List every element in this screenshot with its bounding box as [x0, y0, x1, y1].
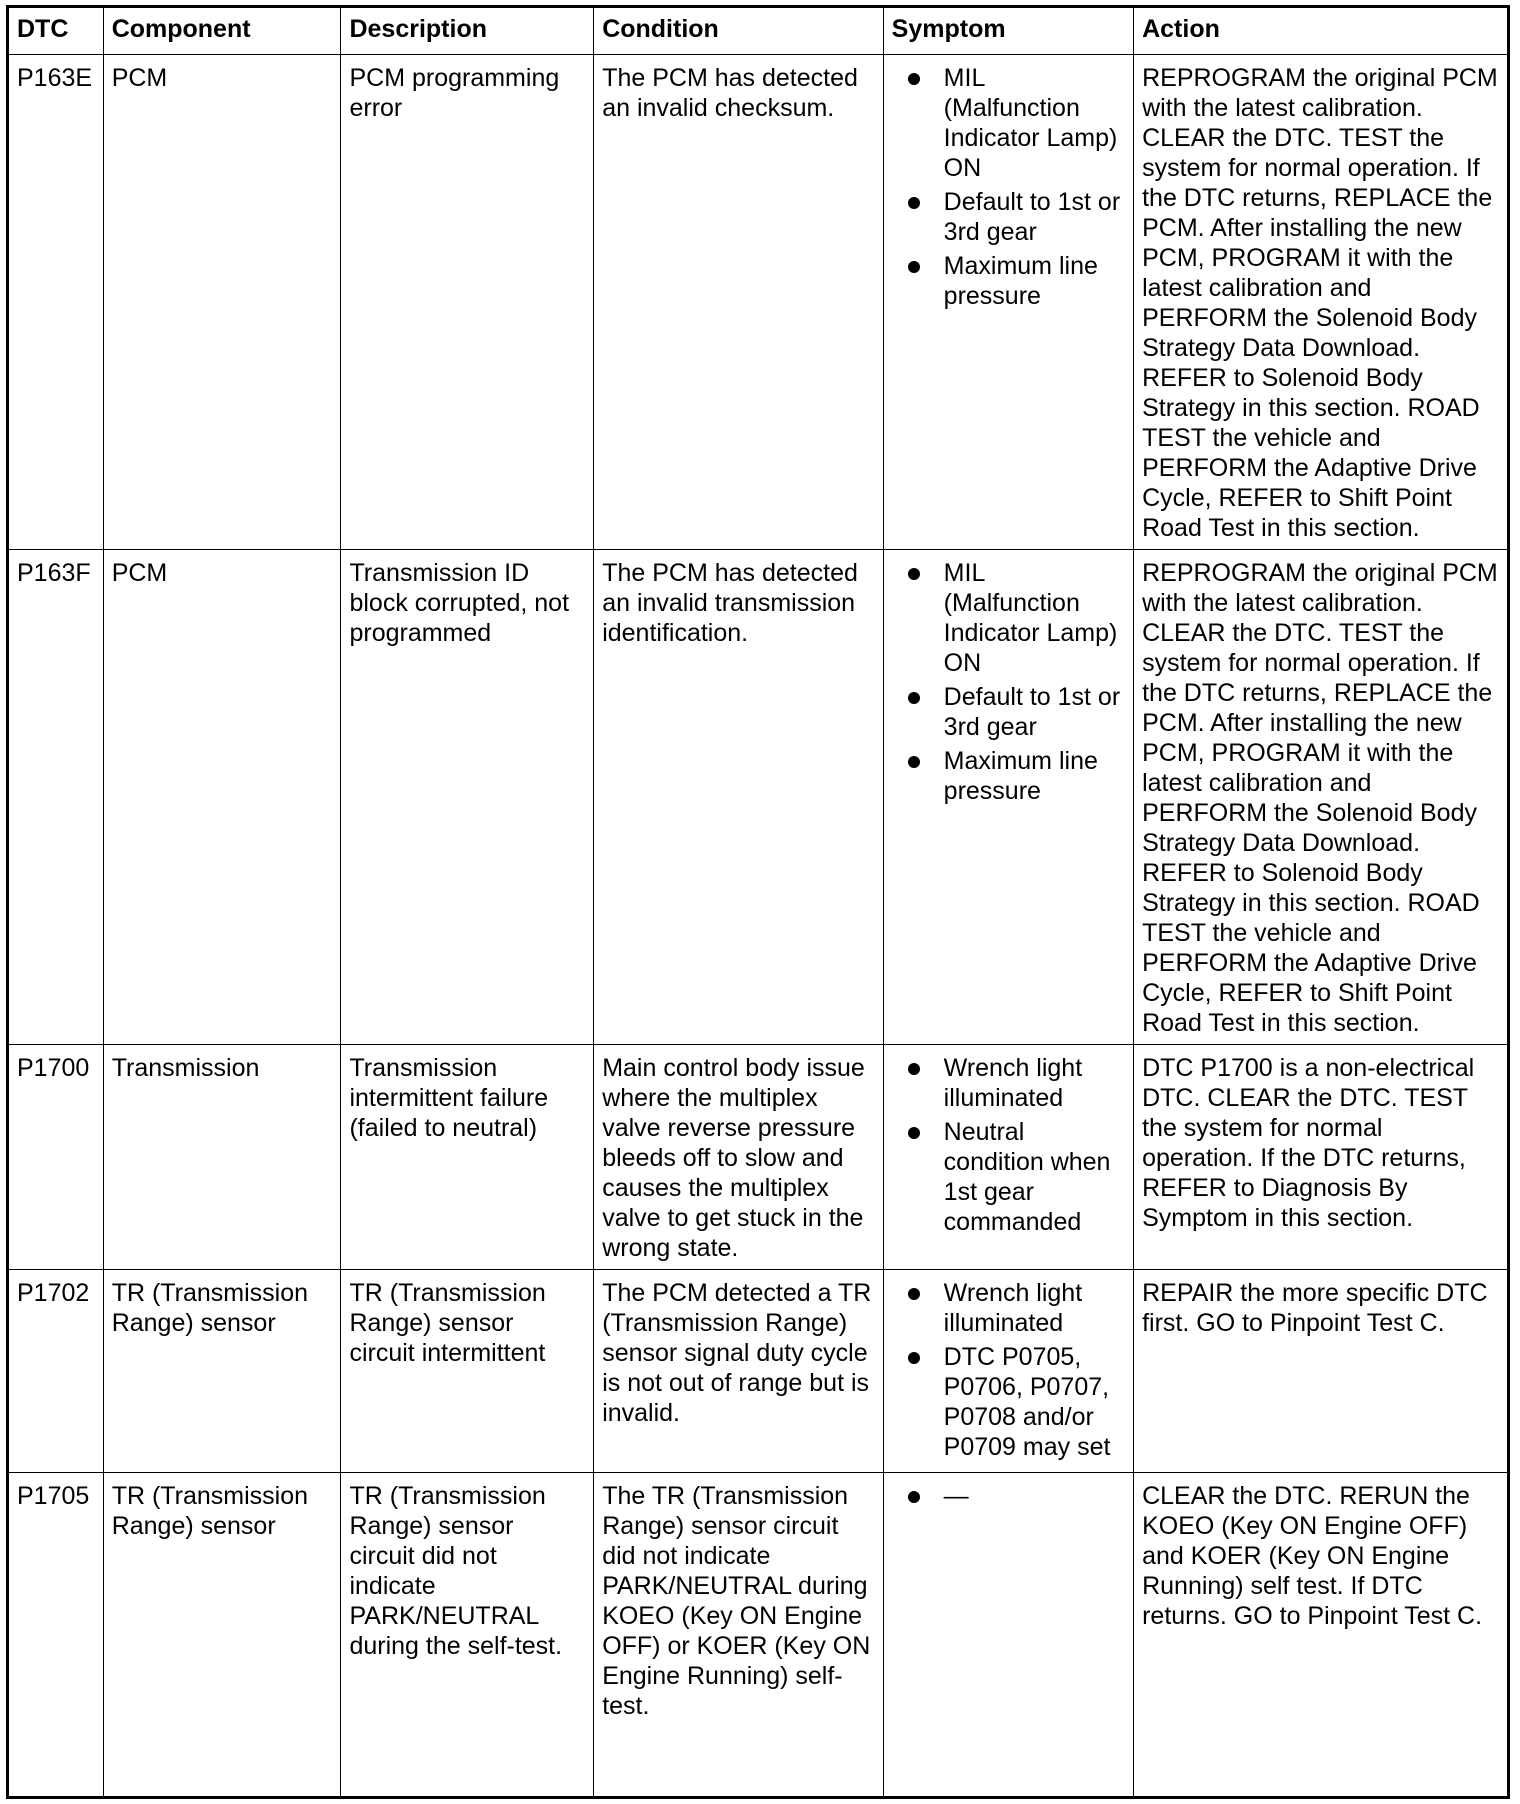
bullet-icon	[908, 1288, 920, 1300]
bullet-icon	[908, 197, 920, 209]
cell-component: PCM	[103, 55, 341, 550]
bullet-icon	[908, 1491, 920, 1503]
symptom-item: Wrench light illuminated	[892, 1053, 1125, 1113]
bullet-icon	[908, 1127, 920, 1139]
cell-component: TR (Transmission Range) sensor	[103, 1270, 341, 1473]
header-action: Action	[1134, 8, 1507, 55]
symptom-item: —	[892, 1481, 1125, 1511]
cell-condition: The PCM detected a TR (Transmission Range) sensor signal duty cycle is not out of range but is invalid.	[594, 1270, 883, 1473]
cell-dtc: P1700	[9, 1045, 103, 1270]
header-condition: Condition	[594, 8, 883, 55]
cell-description: Transmission intermittent failure (failed to neutral)	[341, 1045, 594, 1270]
symptom-list	[892, 1481, 1125, 1511]
cell-component: PCM	[103, 550, 341, 1045]
cell-action: REPAIR the more specific DTC first. GO to Pinpoint Test C.	[1134, 1270, 1507, 1473]
symptom-item: Wrench light illuminated	[892, 1278, 1125, 1338]
cell-dtc: P163E	[9, 55, 103, 550]
dtc-table-sheet	[6, 5, 1510, 1799]
symptom-item: Default to 1st or 3rd gear	[892, 682, 1125, 742]
header-component: Component	[103, 8, 341, 55]
symptom-item: MIL (Malfunction Indicator Lamp) ON	[892, 558, 1125, 678]
cell-action: CLEAR the DTC. RERUN the KOEO (Key ON Engine OFF) and KOER (Key ON Engine Running) self test. If DTC returns. GO to Pinpoint Test C.	[1134, 1473, 1507, 1797]
cell-symptom	[883, 1045, 1133, 1270]
bullet-icon	[908, 261, 920, 273]
cell-dtc: P163F	[9, 550, 103, 1045]
bullet-icon	[908, 568, 920, 580]
cell-component: TR (Transmission Range) sensor	[103, 1473, 341, 1797]
table-header-row	[9, 8, 1507, 55]
bullet-icon	[908, 73, 920, 85]
bullet-icon	[908, 1352, 920, 1364]
symptom-item: DTC P0705, P0706, P0707, P0708 and/or P0709 may set	[892, 1342, 1125, 1462]
symptom-list	[892, 558, 1125, 806]
cell-symptom	[883, 1270, 1133, 1473]
symptom-item: MIL (Malfunction Indicator Lamp) ON	[892, 63, 1125, 183]
bullet-icon	[908, 1063, 920, 1075]
symptom-item: Maximum line pressure	[892, 746, 1125, 806]
table-row	[9, 1045, 1507, 1270]
cell-description: TR (Transmission Range) sensor circuit did not indicate PARK/NEUTRAL during the self-test.	[341, 1473, 594, 1797]
symptom-item: Neutral condition when 1st gear commanded	[892, 1117, 1125, 1237]
cell-dtc: P1702	[9, 1270, 103, 1473]
symptom-item: Maximum line pressure	[892, 251, 1125, 311]
table-row	[9, 1270, 1507, 1473]
cell-condition: The PCM has detected an invalid checksum.	[594, 55, 883, 550]
cell-description: PCM programming error	[341, 55, 594, 550]
bullet-icon	[908, 756, 920, 768]
cell-action: REPROGRAM the original PCM with the latest calibration. CLEAR the DTC. TEST the system for normal operation. If the DTC returns, REPLACE the PCM. After installing the new PCM, PROGRAM it with the latest calibration and PERFORM the Solenoid Body Strategy Data Download. REFER to Solenoid Body Strategy in this section. ROAD TEST the vehicle and PERFORM the Adaptive Drive Cycle, REFER to Shift Point Road Test in this section.	[1134, 550, 1507, 1045]
cell-condition: The PCM has detected an invalid transmission identification.	[594, 550, 883, 1045]
header-dtc: DTC	[9, 8, 103, 55]
cell-symptom	[883, 1473, 1133, 1797]
cell-dtc: P1705	[9, 1473, 103, 1797]
symptom-item: Default to 1st or 3rd gear	[892, 187, 1125, 247]
cell-symptom	[883, 550, 1133, 1045]
symptom-list	[892, 63, 1125, 311]
cell-description: TR (Transmission Range) sensor circuit intermittent	[341, 1270, 594, 1473]
cell-action: REPROGRAM the original PCM with the latest calibration. CLEAR the DTC. TEST the system for normal operation. If the DTC returns, REPLACE the PCM. After installing the new PCM, PROGRAM it with the latest calibration and PERFORM the Solenoid Body Strategy Data Download. REFER to Solenoid Body Strategy in this section. ROAD TEST the vehicle and PERFORM the Adaptive Drive Cycle, REFER to Shift Point Road Test in this section.	[1134, 55, 1507, 550]
cell-action: DTC P1700 is a non-electrical DTC. CLEAR the DTC. TEST the system for normal operation. If the DTC returns, REFER to Diagnosis By Symptom in this section.	[1134, 1045, 1507, 1270]
bullet-icon	[908, 692, 920, 704]
cell-component: Transmission	[103, 1045, 341, 1270]
header-symptom: Symptom	[883, 8, 1133, 55]
symptom-list	[892, 1053, 1125, 1237]
cell-condition: Main control body issue where the multiplex valve reverse pressure bleeds off to slow and causes the multiplex valve to get stuck in the wrong state.	[594, 1045, 883, 1270]
table-row	[9, 550, 1507, 1045]
header-description: Description	[341, 8, 594, 55]
symptom-list	[892, 1278, 1125, 1462]
table-row	[9, 55, 1507, 550]
table-row	[9, 1473, 1507, 1797]
dtc-table	[9, 8, 1507, 1796]
cell-condition: The TR (Transmission Range) sensor circuit did not indicate PARK/NEUTRAL during KOEO (Key ON Engine OFF) or KOER (Key ON Engine Running) self-test.	[594, 1473, 883, 1797]
cell-symptom	[883, 55, 1133, 550]
cell-description: Transmission ID block corrupted, not programmed	[341, 550, 594, 1045]
